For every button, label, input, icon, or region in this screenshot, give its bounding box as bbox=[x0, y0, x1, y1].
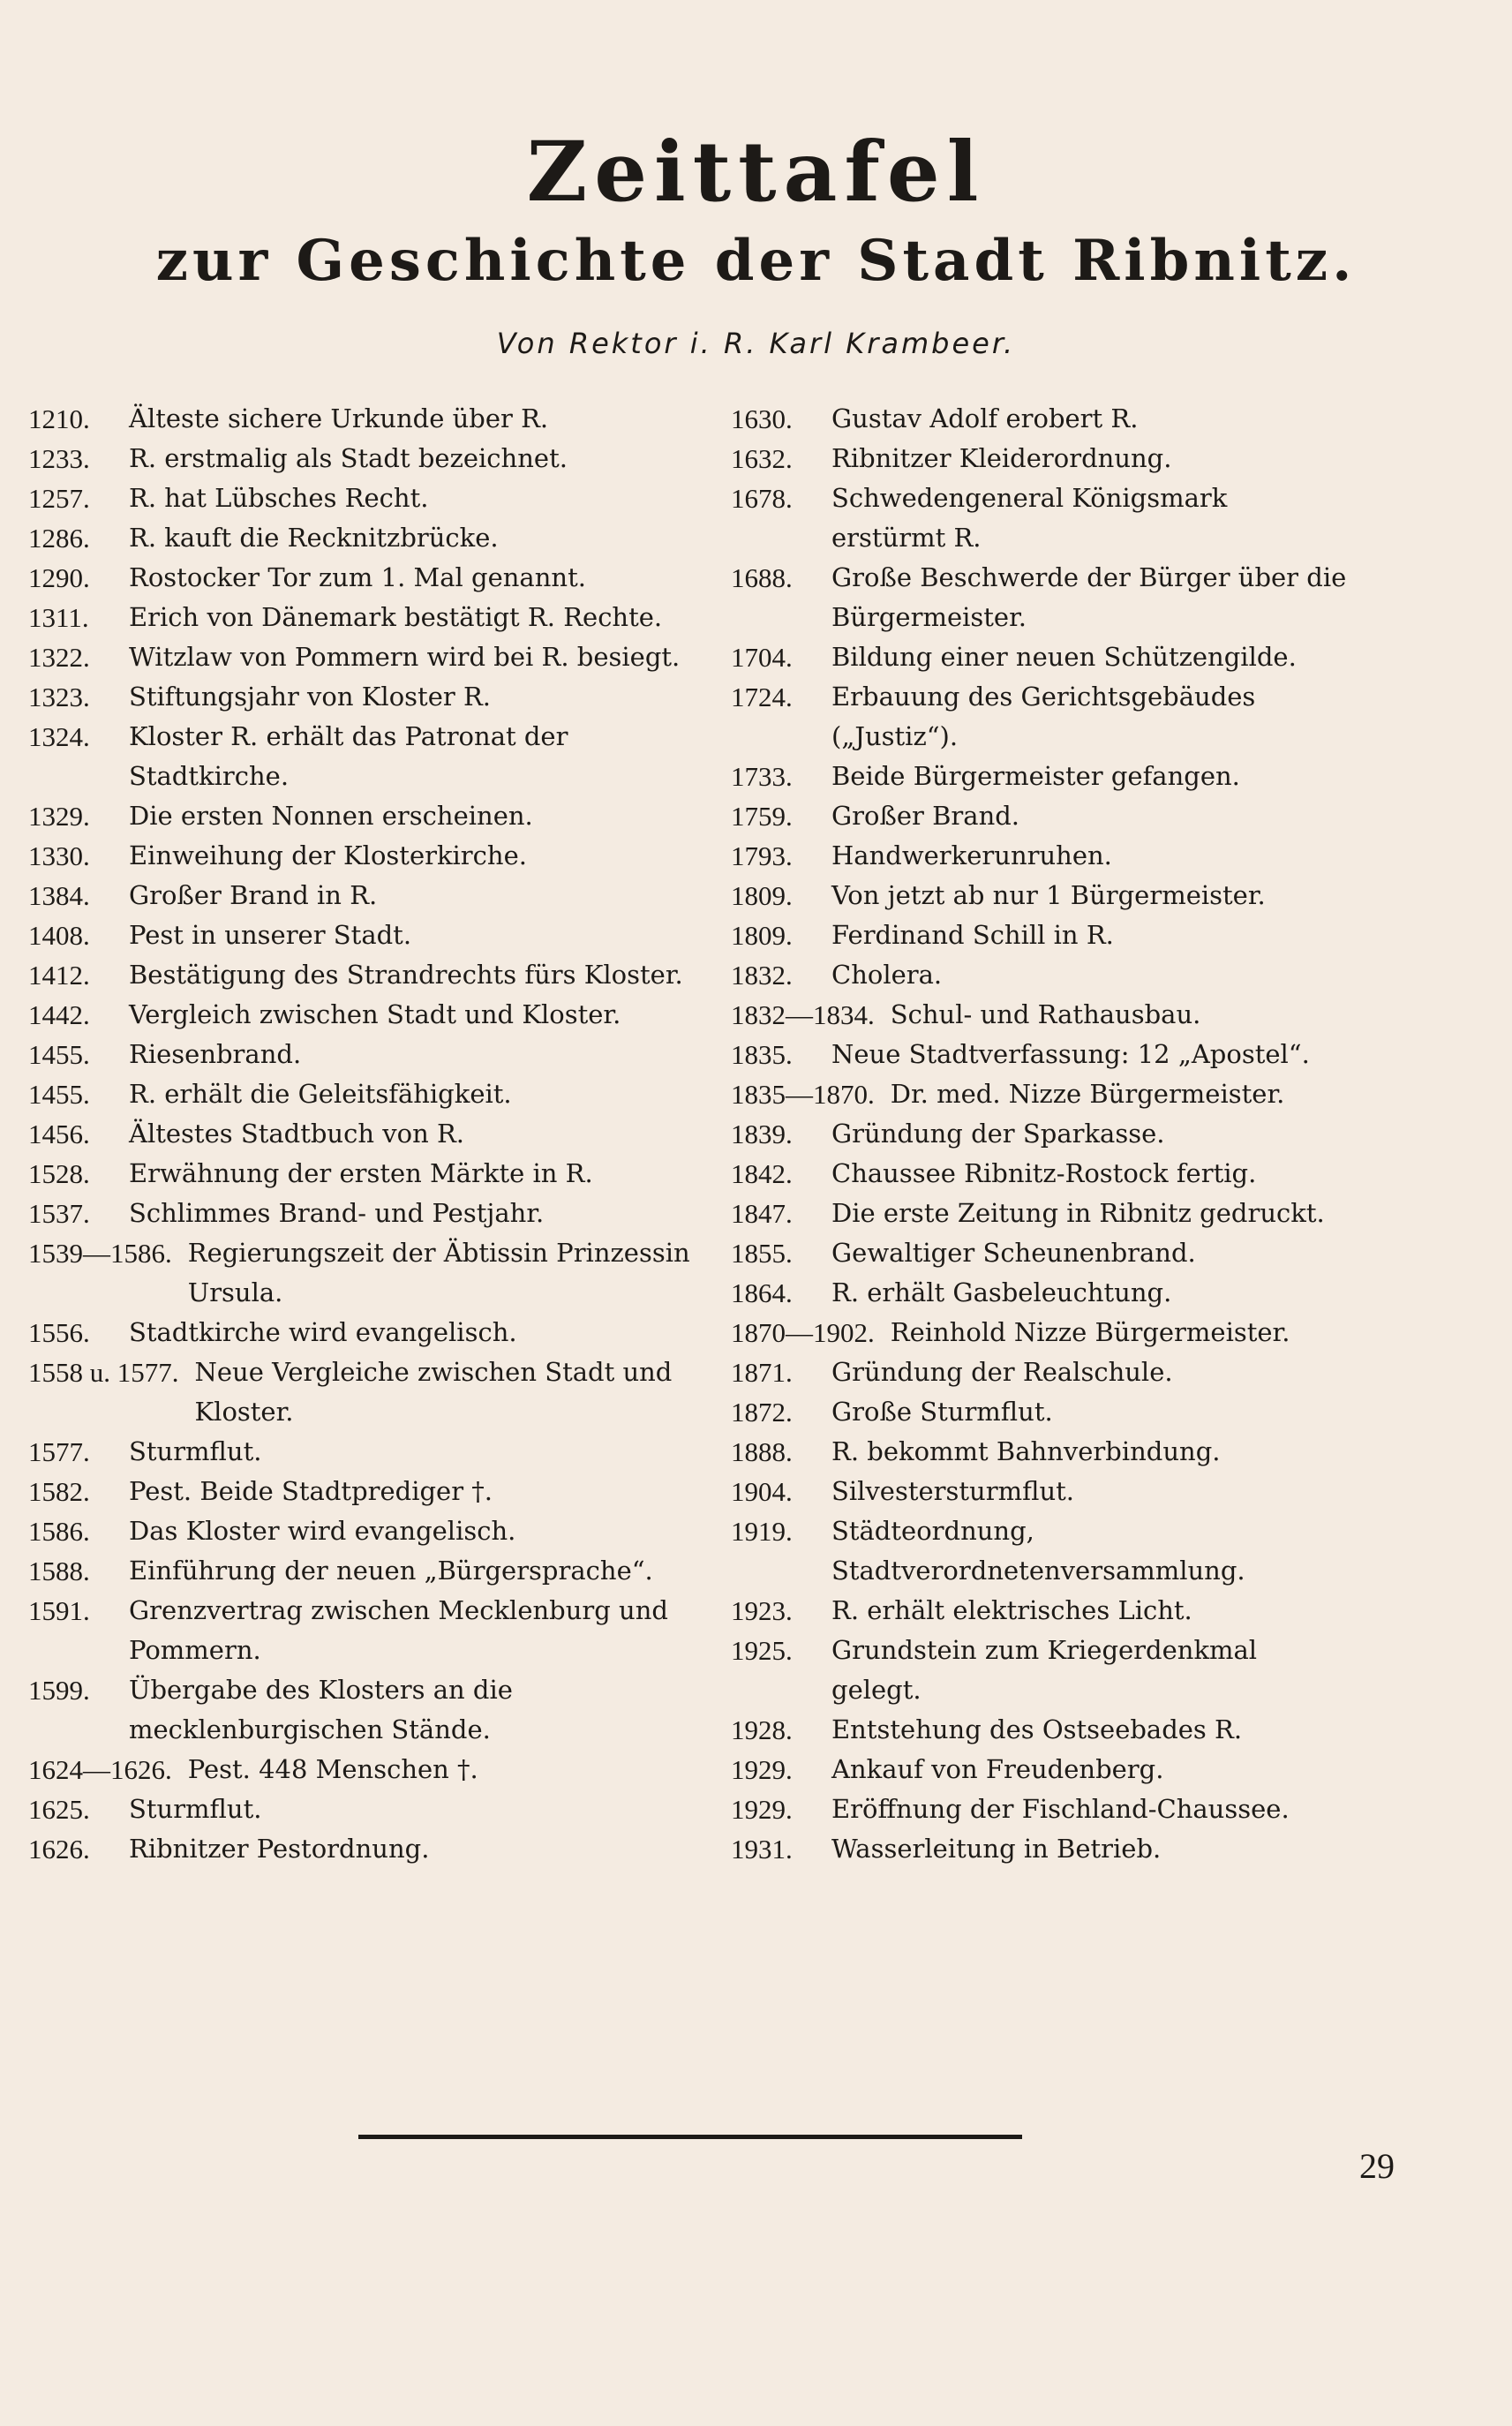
entry-text: Sturmflut. bbox=[129, 1436, 262, 1466]
entry-text: Cholera. bbox=[831, 960, 943, 990]
timeline-entry bbox=[731, 1313, 1349, 1352]
entry-text: Wasserleitung in Betrieb. bbox=[831, 1834, 1162, 1864]
entry-text: Reinhold Nizze Bürgermeister. bbox=[890, 1317, 1290, 1347]
entry-text: Chaussee Ribnitz-Rostock fertig. bbox=[831, 1158, 1257, 1188]
entry-year: 1832. bbox=[731, 960, 793, 991]
timeline-entry bbox=[28, 1670, 699, 1750]
entry-text: R. hat Lübsches Recht. bbox=[129, 483, 429, 513]
entry-text: Schwedengeneral Königsmark erstürmt R. bbox=[831, 483, 1228, 553]
entry-year: 1632. bbox=[731, 443, 793, 474]
entry-text: Pest. Beide Stadtprediger †. bbox=[129, 1476, 493, 1506]
timeline-entry bbox=[28, 1511, 699, 1551]
entry-year: 1442. bbox=[28, 999, 90, 1030]
timeline-entry bbox=[731, 1154, 1349, 1194]
timeline-entry bbox=[731, 1194, 1349, 1233]
timeline-entry bbox=[731, 399, 1349, 439]
timeline-entry bbox=[28, 1432, 699, 1472]
entry-text: Älteste sichere Urkunde über R. bbox=[129, 403, 549, 433]
timeline-entry bbox=[28, 796, 699, 836]
entry-text: Dr. med. Nizze Bürgermeister. bbox=[890, 1079, 1285, 1109]
timeline-entry bbox=[731, 558, 1349, 637]
timeline-entry bbox=[28, 518, 699, 558]
timeline-left-column bbox=[28, 399, 699, 1869]
timeline-entry bbox=[731, 637, 1349, 677]
entry-year: 1290. bbox=[28, 562, 90, 593]
entry-text: R. kauft die Recknitzbrücke. bbox=[129, 523, 499, 553]
timeline-entry bbox=[731, 677, 1349, 757]
timeline-entry bbox=[28, 1829, 699, 1869]
timeline-entry bbox=[731, 439, 1349, 478]
timeline-entry bbox=[731, 1233, 1349, 1273]
timeline-entry bbox=[731, 915, 1349, 955]
entry-text: Große Beschwerde der Bürger über die Bürgermeister. bbox=[831, 562, 1347, 632]
timeline-entry bbox=[28, 1154, 699, 1194]
entry-year: 1832—1834. bbox=[731, 999, 875, 1030]
entry-year: 1871. bbox=[731, 1357, 793, 1388]
entry-year: 1233. bbox=[28, 443, 90, 474]
entry-year: 1456. bbox=[28, 1119, 90, 1149]
entry-text: R. bekommt Bahnverbindung. bbox=[831, 1436, 1221, 1466]
entry-text: Schul- und Rathausbau. bbox=[890, 999, 1201, 1029]
timeline-entry bbox=[731, 836, 1349, 876]
entry-text: Von jetzt ab nur 1 Bürgermeister. bbox=[831, 880, 1266, 910]
timeline-entry bbox=[28, 995, 699, 1035]
entry-year: 1257. bbox=[28, 483, 90, 514]
entry-text: Silvestersturmflut. bbox=[831, 1476, 1074, 1506]
entry-year: 1582. bbox=[28, 1476, 90, 1507]
entry-text: Pest in unserer Stadt. bbox=[129, 920, 412, 950]
timeline-entry bbox=[28, 836, 699, 876]
entry-year: 1322. bbox=[28, 642, 90, 673]
entry-year: 1928. bbox=[731, 1714, 793, 1745]
entry-year: 1577. bbox=[28, 1436, 90, 1467]
entry-text: Das Kloster wird evangelisch. bbox=[129, 1516, 516, 1546]
entry-text: Eröffnung der Fischland-Chaussee. bbox=[831, 1794, 1290, 1824]
entry-year: 1925. bbox=[731, 1635, 793, 1666]
entry-text: R. erhält Gasbeleuchtung. bbox=[831, 1277, 1172, 1307]
entry-text: Erich von Dänemark bestätigt R. Rechte. bbox=[129, 602, 663, 632]
entry-text: Beide Bürgermeister gefangen. bbox=[831, 761, 1240, 791]
entry-year: 1809. bbox=[731, 920, 793, 951]
timeline-entry bbox=[731, 1789, 1349, 1829]
entry-text: R. erstmalig als Stadt bezeichnet. bbox=[129, 443, 568, 473]
timeline-entry bbox=[28, 1591, 699, 1670]
timeline-entry bbox=[28, 399, 699, 439]
timeline-entry bbox=[28, 717, 699, 796]
timeline-entry bbox=[28, 1233, 699, 1313]
entry-year: 1330. bbox=[28, 840, 90, 871]
page-subtitle: zur Geschichte der Stadt Ribnitz. bbox=[155, 228, 1357, 294]
entry-year: 1864. bbox=[731, 1277, 793, 1308]
entry-text: Große Sturmflut. bbox=[831, 1397, 1053, 1427]
timeline-entry bbox=[731, 1750, 1349, 1789]
entry-year: 1324. bbox=[28, 721, 90, 752]
entry-text: Grenzvertrag zwischen Mecklenburg und Pommern. bbox=[129, 1595, 668, 1665]
entry-year: 1919. bbox=[731, 1516, 793, 1547]
entry-year: 1870—1902. bbox=[731, 1317, 875, 1348]
timeline-entry bbox=[28, 1313, 699, 1352]
entry-year: 1329. bbox=[28, 801, 90, 832]
entry-text: Die erste Zeitung in Ribnitz gedruckt. bbox=[831, 1198, 1325, 1228]
timeline-entry bbox=[28, 478, 699, 518]
entry-text: Bildung einer neuen Schützengilde. bbox=[831, 642, 1297, 672]
entry-text: Neue Stadtverfassung: 12 „Apostel“. bbox=[831, 1039, 1310, 1069]
timeline-entry bbox=[731, 955, 1349, 995]
entry-text: Erbauung des Gerichtsgebäudes („Justiz“). bbox=[831, 682, 1256, 751]
entry-year: 1455. bbox=[28, 1039, 90, 1070]
page-number: 29 bbox=[1359, 2146, 1395, 2186]
entry-text: Gewaltiger Scheunenbrand. bbox=[831, 1238, 1196, 1268]
entry-year: 1678. bbox=[731, 483, 793, 514]
entry-text: Pest. 448 Menschen †. bbox=[187, 1754, 478, 1784]
timeline-entry bbox=[731, 1352, 1349, 1392]
entry-year: 1688. bbox=[731, 562, 793, 593]
entry-year: 1923. bbox=[731, 1595, 793, 1626]
entry-text: Gründung der Sparkasse. bbox=[831, 1119, 1165, 1149]
entry-year: 1929. bbox=[731, 1794, 793, 1825]
timeline-entry bbox=[731, 1074, 1349, 1114]
timeline-entry bbox=[731, 1392, 1349, 1432]
entry-year: 1412. bbox=[28, 960, 90, 991]
entry-text: Ribnitzer Pestordnung. bbox=[129, 1834, 430, 1864]
entry-text: Ältestes Stadtbuch von R. bbox=[129, 1119, 465, 1149]
timeline-entry bbox=[731, 1631, 1349, 1710]
timeline-entry bbox=[28, 1114, 699, 1154]
entry-year: 1626. bbox=[28, 1834, 90, 1865]
timeline-entry bbox=[28, 1074, 699, 1114]
entry-year: 1704. bbox=[731, 642, 793, 673]
timeline-entry bbox=[731, 1710, 1349, 1750]
timeline-right-column bbox=[731, 399, 1349, 1869]
entry-text: Bestätigung des Strandrechts fürs Kloster. bbox=[129, 960, 683, 990]
entry-text: Sturmflut. bbox=[129, 1794, 262, 1824]
entry-year: 1630. bbox=[731, 403, 793, 434]
entry-text: Städteordnung, Stadtverordnetenversammlung. bbox=[831, 1516, 1245, 1586]
timeline-entry bbox=[28, 915, 699, 955]
timeline-entry bbox=[731, 1273, 1349, 1313]
entry-year: 1455. bbox=[28, 1079, 90, 1110]
entry-year: 1733. bbox=[731, 761, 793, 792]
timeline-entry bbox=[731, 1591, 1349, 1631]
entry-text: Rostocker Tor zum 1. Mal genannt. bbox=[129, 562, 586, 592]
entry-year: 1599. bbox=[28, 1675, 90, 1706]
timeline-entry bbox=[731, 1829, 1349, 1869]
entry-year: 1847. bbox=[731, 1198, 793, 1229]
timeline-entry bbox=[28, 1472, 699, 1511]
entry-text: Die ersten Nonnen erscheinen. bbox=[129, 801, 533, 831]
entry-year: 1839. bbox=[731, 1119, 793, 1149]
entry-year: 1591. bbox=[28, 1595, 90, 1626]
timeline-entry bbox=[28, 1194, 699, 1233]
timeline-entry bbox=[28, 876, 699, 915]
author-line: Von Rektor i. R. Karl Krambeer. bbox=[496, 327, 1016, 360]
entry-text: Schlimmes Brand- und Pestjahr. bbox=[129, 1198, 545, 1228]
entry-text: Neue Vergleiche zwischen Stadt und Kloster. bbox=[194, 1357, 673, 1427]
timeline-entry bbox=[28, 955, 699, 995]
timeline-entry bbox=[731, 995, 1349, 1035]
entry-year: 1835—1870. bbox=[731, 1079, 875, 1110]
entry-year: 1809. bbox=[731, 880, 793, 911]
entry-text: Witzlaw von Pommern wird bei R. besiegt. bbox=[129, 642, 681, 672]
timeline-entry bbox=[28, 439, 699, 478]
entry-year: 1625. bbox=[28, 1794, 90, 1825]
entry-year: 1835. bbox=[731, 1039, 793, 1070]
entry-year: 1539—1586. bbox=[28, 1238, 172, 1269]
timeline-entry bbox=[28, 677, 699, 717]
entry-text: Ferdinand Schill in R. bbox=[831, 920, 1114, 950]
entry-year: 1931. bbox=[731, 1834, 793, 1865]
entry-text: Großer Brand. bbox=[831, 801, 1020, 831]
entry-text: R. erhält elektrisches Licht. bbox=[831, 1595, 1192, 1625]
entry-text: Kloster R. erhält das Patronat der Stadtkirche. bbox=[129, 721, 568, 791]
entry-year: 1528. bbox=[28, 1158, 90, 1189]
timeline-entry bbox=[28, 637, 699, 677]
timeline-entry bbox=[731, 1035, 1349, 1074]
timeline-entry bbox=[28, 1750, 699, 1789]
entry-year: 1311. bbox=[28, 602, 89, 633]
timeline-entry bbox=[28, 598, 699, 637]
timeline-entry bbox=[28, 1551, 699, 1591]
entry-year: 1537. bbox=[28, 1198, 90, 1229]
entry-text: Entstehung des Ostseebades R. bbox=[831, 1714, 1243, 1744]
entry-year: 1286. bbox=[28, 523, 90, 554]
entry-year: 1929. bbox=[731, 1754, 793, 1785]
timeline-entry bbox=[28, 1789, 699, 1829]
entry-text: Ankauf von Freudenberg. bbox=[831, 1754, 1164, 1784]
timeline-entry bbox=[28, 1352, 699, 1432]
entry-text: Vergleich zwischen Stadt und Kloster. bbox=[129, 999, 621, 1029]
timeline-entry bbox=[731, 796, 1349, 836]
entry-year: 1408. bbox=[28, 920, 90, 951]
entry-year: 1624—1626. bbox=[28, 1754, 172, 1785]
entry-year: 1759. bbox=[731, 801, 793, 832]
entry-year: 1210. bbox=[28, 403, 90, 434]
entry-text: Ribnitzer Kleiderordnung. bbox=[831, 443, 1172, 473]
timeline-entry bbox=[731, 478, 1349, 558]
entry-year: 1855. bbox=[731, 1238, 793, 1269]
entry-year: 1842. bbox=[731, 1158, 793, 1189]
timeline-entry bbox=[731, 1432, 1349, 1472]
entry-text: Gustav Adolf erobert R. bbox=[831, 403, 1139, 433]
entry-text: Gründung der Realschule. bbox=[831, 1357, 1173, 1387]
entry-year: 1793. bbox=[731, 840, 793, 871]
timeline-entry bbox=[28, 558, 699, 598]
entry-text: R. erhält die Geleitsfähigkeit. bbox=[129, 1079, 512, 1109]
entry-text: Einweihung der Klosterkirche. bbox=[129, 840, 527, 870]
timeline-entry bbox=[731, 757, 1349, 796]
entry-year: 1588. bbox=[28, 1556, 90, 1586]
entry-year: 1724. bbox=[731, 682, 793, 712]
entry-text: Grundstein zum Kriegerdenkmal gelegt. bbox=[831, 1635, 1258, 1705]
entry-text: Großer Brand in R. bbox=[129, 880, 378, 910]
timeline-entry bbox=[731, 876, 1349, 915]
entry-year: 1384. bbox=[28, 880, 90, 911]
entry-year: 1872. bbox=[731, 1397, 793, 1428]
timeline-entry bbox=[28, 1035, 699, 1074]
timeline-entry bbox=[731, 1511, 1349, 1591]
entry-text: Übergabe des Klosters an die mecklenburgischen Stände. bbox=[129, 1675, 513, 1744]
entry-text: Riesenbrand. bbox=[129, 1039, 302, 1069]
entry-year: 1323. bbox=[28, 682, 90, 712]
entry-year: 1904. bbox=[731, 1476, 793, 1507]
timeline-entry bbox=[731, 1472, 1349, 1511]
page-title: Zeittafel bbox=[526, 124, 986, 221]
entry-text: Erwähnung der ersten Märkte in R. bbox=[129, 1158, 593, 1188]
footer-rule bbox=[358, 2135, 1022, 2139]
entry-text: Regierungszeit der Äbtissin Prinzessin Ursula. bbox=[187, 1238, 690, 1307]
entry-text: Stadtkirche wird evangelisch. bbox=[129, 1317, 517, 1347]
entry-text: Stiftungsjahr von Kloster R. bbox=[129, 682, 491, 712]
entry-year: 1556. bbox=[28, 1317, 90, 1348]
entry-year: 1558 u. 1577. bbox=[28, 1357, 179, 1388]
timeline-entry bbox=[731, 1114, 1349, 1154]
entry-year: 1888. bbox=[731, 1436, 793, 1467]
entry-text: Handwerkerunruhen. bbox=[831, 840, 1112, 870]
entry-year: 1586. bbox=[28, 1516, 90, 1547]
entry-text: Einführung der neuen „Bürgersprache“. bbox=[129, 1556, 653, 1586]
